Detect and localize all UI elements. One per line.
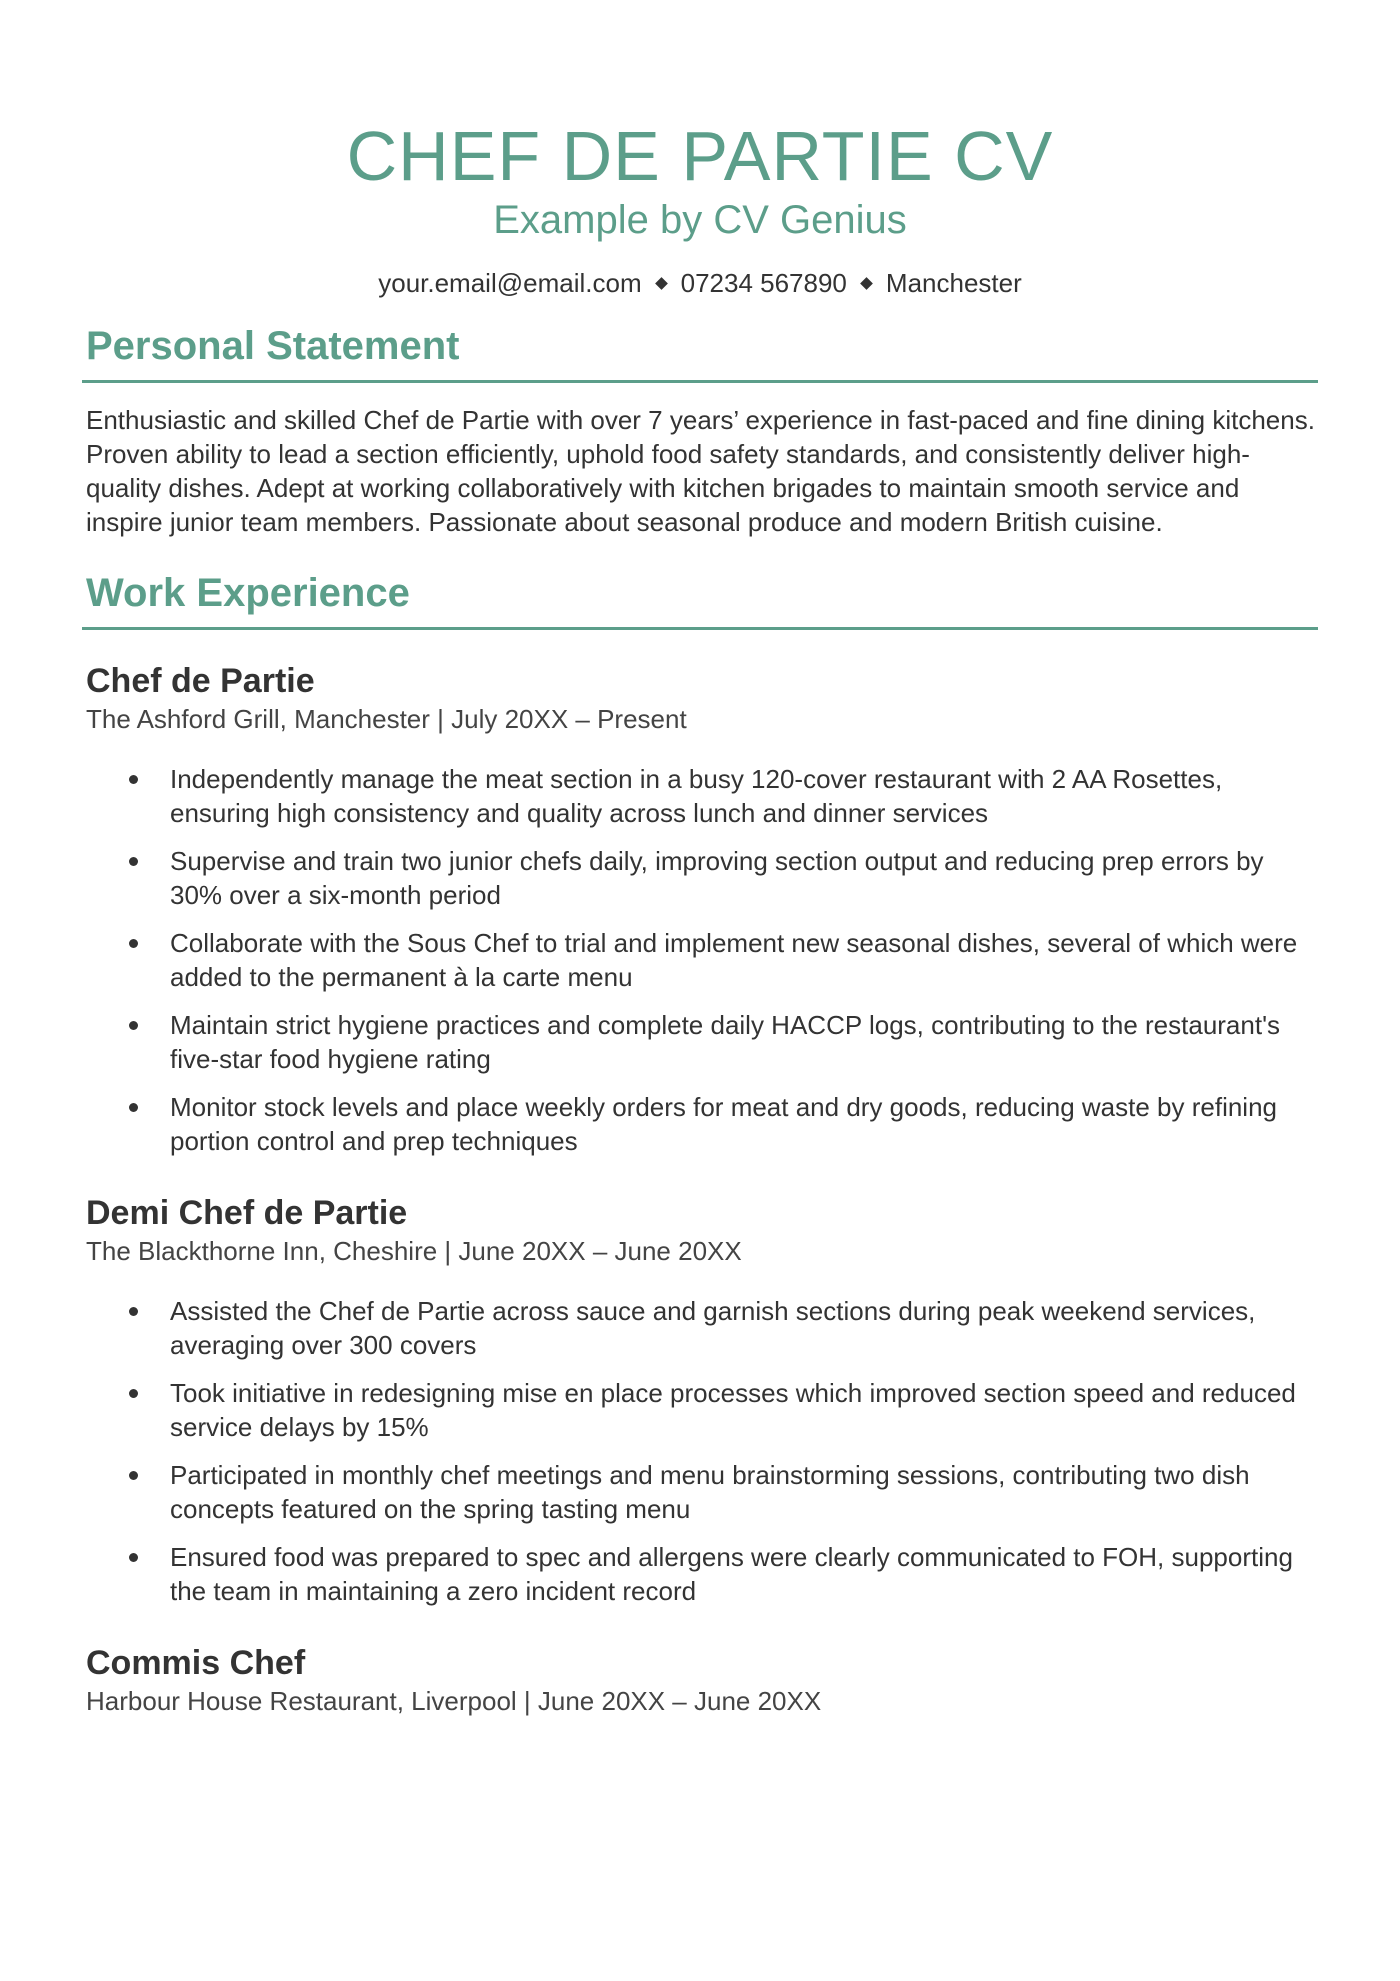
list-item — [82, 1008, 1318, 1076]
contact-phone[interactable]: 07234 567890 — [680, 268, 847, 298]
bullet-icon — [129, 857, 138, 866]
list-item-text: Monitor stock levels and place weekly orders for meat and dry goods, reducing waste by refining portion control and prep techniques — [170, 1092, 1278, 1156]
job-entry — [82, 1192, 1318, 1608]
contact-location: Manchester — [885, 268, 1022, 298]
bullet-icon — [129, 1553, 138, 1562]
list-item-text: Supervise and train two junior chefs daily, improving section output and reducing prep errors by 30% over a six-month period — [170, 846, 1264, 910]
job-employer-dates: Harbour House Restaurant, Liverpool | June 20XX – June 20XX — [86, 1686, 822, 1716]
contact-line — [82, 266, 1318, 300]
job-achievements-list — [82, 1294, 1318, 1608]
diamond-separator-icon — [655, 277, 668, 290]
diamond-separator-icon — [860, 277, 873, 290]
personal-statement-text: Enthusiastic and skilled Chef de Partie with over 7 years’ experience in fast-paced and fine dining kitchens. Proven ability to lead a section efficiently, uphold food safety standards, and consistently deliver high-quality dishes. Adept at working collaboratively with kitchen brigades to maintain smooth service and inspire junior team members. Passionate about seasonal produce and modern British cuisine. — [86, 405, 1315, 537]
bullet-icon — [129, 775, 138, 784]
work-experience-section — [82, 569, 1318, 1718]
bullet-icon — [129, 1471, 138, 1480]
section-divider — [82, 380, 1318, 383]
job-entry — [82, 660, 1318, 1158]
bullet-icon — [129, 1389, 138, 1398]
list-item — [82, 762, 1318, 830]
list-item-text: Independently manage the meat section in a busy 120-cover restaurant with 2 AA Rosettes, ensuring high consistency and quality across lunch and dinner services — [170, 764, 1223, 828]
contact-email[interactable]: your.email@email.com — [378, 268, 642, 298]
section-divider — [82, 627, 1318, 630]
list-item-text: Ensured food was prepared to spec and allergens were clearly communicated to FOH, supporting the team in maintaining a zero incident record — [170, 1542, 1293, 1606]
cv-header — [82, 0, 1318, 300]
cv-subtitle: Example by CV Genius — [493, 198, 907, 242]
list-item-text: Assisted the Chef de Partie across sauce and garnish sections during peak weekend services, averaging over 300 covers — [170, 1296, 1256, 1360]
list-item — [82, 844, 1318, 912]
bullet-icon — [129, 1307, 138, 1316]
list-item — [82, 1376, 1318, 1444]
job-entry — [82, 1642, 1318, 1718]
job-employer-dates: The Ashford Grill, Manchester | July 20XX – Present — [86, 704, 687, 734]
list-item-text: Maintain strict hygiene practices and complete daily HACCP logs, contributing to the restaurant's five-star food hygiene rating — [170, 1010, 1281, 1074]
list-item — [82, 1540, 1318, 1608]
job-title: Chef de Partie — [86, 662, 315, 700]
bullet-icon — [129, 939, 138, 948]
list-item — [82, 1294, 1318, 1362]
list-item — [82, 1090, 1318, 1158]
list-item-text: Participated in monthly chef meetings and menu brainstorming sessions, contributing two dish concepts featured on the spring tasting menu — [170, 1460, 1250, 1524]
job-title: Demi Chef de Partie — [86, 1194, 408, 1232]
list-item-text: Collaborate with the Sous Chef to trial and implement new seasonal dishes, several of which were added to the permanent à la carte menu — [170, 928, 1298, 992]
list-item-text: Took initiative in redesigning mise en place processes which improved section speed and reduced service delays by 15% — [170, 1378, 1296, 1442]
bullet-icon — [129, 1103, 138, 1112]
personal-statement-section — [82, 322, 1318, 539]
job-achievements-list — [82, 762, 1318, 1158]
job-employer-dates: The Blackthorne Inn, Cheshire | June 20XX – June 20XX — [86, 1236, 742, 1266]
list-item — [82, 926, 1318, 994]
section-heading-work-experience: Work Experience — [86, 571, 410, 615]
bullet-icon — [129, 1021, 138, 1030]
cv-title: CHEF DE PARTIE CV — [346, 117, 1054, 195]
list-item — [82, 1458, 1318, 1526]
section-heading-personal-statement: Personal Statement — [86, 324, 460, 368]
job-title: Commis Chef — [86, 1644, 306, 1682]
